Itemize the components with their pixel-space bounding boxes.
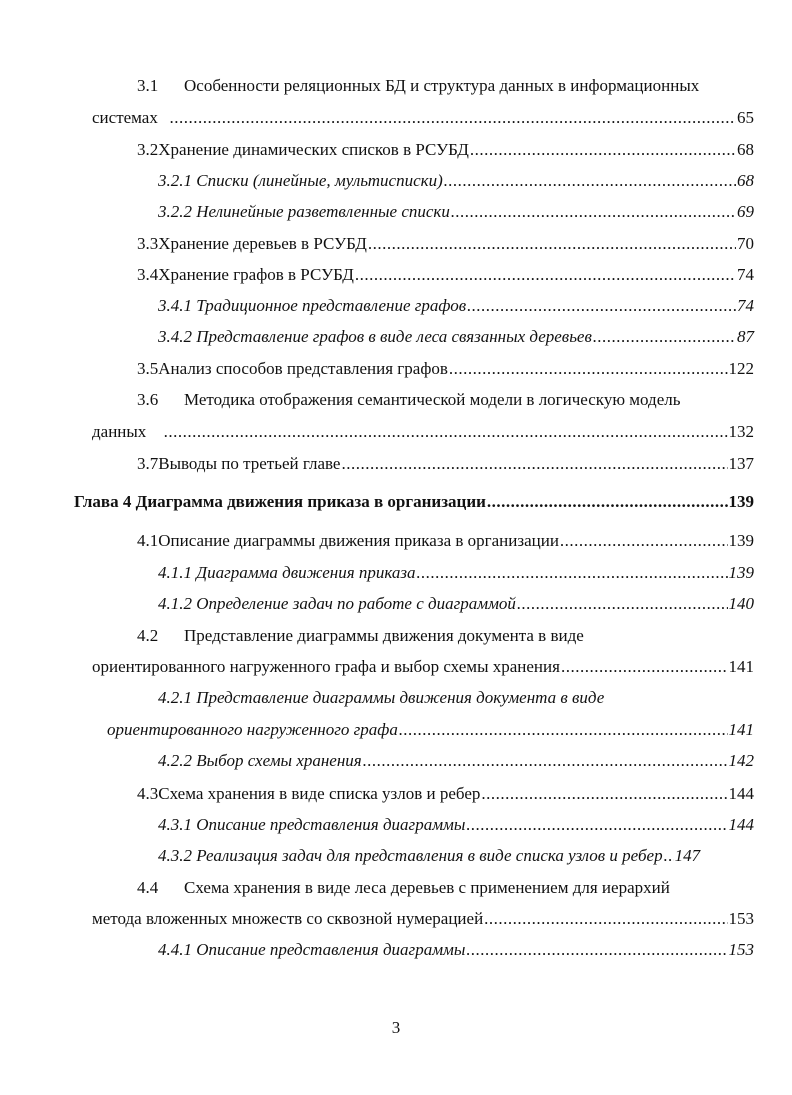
toc-number: 3.5 (137, 359, 159, 378)
leader-dots (417, 563, 728, 583)
toc-page: 69 (737, 202, 754, 221)
toc-number: 3.7 (137, 454, 159, 473)
toc-title: Описание диаграммы движения приказа в организации (158, 531, 559, 550)
toc-page: 139 (728, 531, 754, 550)
leader-dots (363, 751, 728, 771)
toc-page: 74 (737, 296, 754, 315)
leader-dots (355, 265, 736, 285)
leader-dots (467, 296, 736, 316)
leader-dots (593, 327, 736, 347)
toc-number: 3.1 (137, 76, 159, 95)
toc-entry-3-6-cont[interactable] (92, 422, 754, 442)
toc-page: 68 (737, 171, 754, 190)
page-number: 3 (391, 1018, 401, 1037)
toc-page: 87 (737, 327, 754, 346)
leader-dots (484, 909, 727, 929)
toc-entry-4-4[interactable] (137, 878, 670, 898)
toc-title: Выводы по третьей главе (158, 454, 341, 473)
toc-title: 4.2.1 Представление диаграммы движения документа в виде (158, 688, 605, 707)
toc-title: 3.2.2 Нелинейные разветвленные списки (158, 202, 450, 221)
toc-entry-4-3-2[interactable] (158, 846, 754, 866)
toc-title-cont: системах (92, 108, 158, 127)
toc-entry-4-3-1[interactable] (158, 815, 754, 835)
leader-dots (449, 359, 728, 379)
toc-title: Анализ способов представления графов (158, 359, 448, 378)
toc-page: 144 (728, 784, 754, 803)
toc-number: 3.6 (137, 390, 159, 409)
toc-number: 4.2 (137, 626, 159, 645)
toc-entry-3-2-1[interactable] (158, 171, 754, 191)
toc-entry-4-1[interactable] (137, 531, 754, 551)
leader-dots (664, 846, 674, 866)
leader-dots (444, 171, 736, 191)
toc-entry-3-7[interactable] (137, 454, 754, 474)
toc-entry-3-2[interactable] (137, 140, 754, 160)
toc-page: 70 (737, 234, 754, 253)
toc-title: Хранение динамических списков в РСУБД (158, 140, 469, 159)
toc-entry-4-2-1[interactable] (158, 688, 604, 708)
leader-dots (466, 815, 727, 835)
toc-title: 4.1.1 Диаграмма движения приказа (158, 563, 416, 582)
leader-dots (341, 454, 727, 474)
toc-entry-4-2-1-cont[interactable] (107, 720, 754, 740)
toc-title: Представление диаграммы движения документа в виде (184, 626, 584, 645)
toc-page: 122 (728, 359, 754, 378)
toc-entry-3-6[interactable] (137, 390, 680, 410)
toc-page: 74 (737, 265, 754, 284)
toc-entry-4-1-2[interactable] (158, 594, 754, 614)
leader-dots (368, 234, 736, 254)
toc-number: 3.2 (137, 140, 159, 159)
toc-entry-4-4-cont[interactable] (92, 909, 754, 929)
toc-title: 3.2.1 Списки (линейные, мультисписки) (158, 171, 443, 190)
toc-entry-4-3[interactable] (137, 784, 754, 804)
toc-title: 4.4.1 Описание представления диаграммы (158, 940, 466, 959)
toc-entry-4-1-1[interactable] (158, 563, 754, 583)
toc-page: 65 (737, 108, 754, 127)
toc-title: Методика отображения семантической модели в логическую модель (184, 390, 681, 409)
leader-dots (451, 202, 736, 222)
toc-entry-3-1-cont[interactable] (92, 108, 754, 128)
leader-dots (517, 594, 728, 614)
toc-title: 4.1.2 Определение задач по работе с диаграммой (158, 594, 516, 613)
toc-entry-3-5[interactable] (137, 359, 754, 379)
toc-number: 4.4 (137, 878, 159, 897)
leader-dots (487, 492, 728, 512)
toc-title: 4.2.2 Выбор схемы хранения (158, 751, 362, 770)
toc-entry-3-2-2[interactable] (158, 202, 754, 222)
leader-dots (481, 784, 727, 804)
toc-page: 139 (728, 492, 754, 511)
toc-page: 132 (728, 422, 754, 441)
toc-page: 139 (728, 563, 754, 582)
toc-page: 153 (728, 940, 754, 959)
leader-dots (169, 108, 736, 128)
leader-dots (399, 720, 728, 740)
toc-page: 142 (728, 751, 754, 770)
leader-dots (466, 940, 727, 960)
toc-title: 4.3.2 Реализация задач для представления в виде списка узлов и ребер (158, 846, 663, 865)
toc-number: 3.4 (137, 265, 159, 284)
toc-title-cont: метода вложенных множеств со сквозной нумерацией (92, 909, 484, 928)
leader-dots (560, 531, 728, 551)
toc-title-cont: ориентированного нагруженного графа (107, 720, 398, 739)
toc-entry-4-2[interactable] (137, 626, 584, 646)
toc-page: 141 (728, 657, 754, 676)
toc-entry-chapter-4[interactable] (74, 492, 754, 512)
toc-entry-4-2-cont[interactable] (92, 657, 754, 677)
toc-page: 137 (728, 454, 754, 473)
toc-title-cont: ориентированного нагруженного графа и выбор схемы хранения (92, 657, 560, 676)
toc-title: Особенности реляционных БД и структура данных в информационных (184, 76, 700, 95)
toc-entry-4-4-1[interactable] (158, 940, 754, 960)
toc-page: 153 (728, 909, 754, 928)
toc-page: 68 (737, 140, 754, 159)
leader-dots (561, 657, 728, 677)
toc-page: 147 (674, 846, 701, 865)
toc-title: Схема хранения в виде списка узлов и ребер (158, 784, 481, 803)
leader-dots (470, 140, 736, 160)
toc-title: Глава 4 Диаграмма движения приказа в организации (74, 492, 486, 511)
toc-title: 3.4.2 Представление графов в виде леса связанных деревьев (158, 327, 592, 346)
toc-title: Хранение графов в РСУБД (158, 265, 354, 284)
toc-title: 4.3.1 Описание представления диаграммы (158, 815, 466, 834)
toc-number: 4.3 (137, 784, 159, 803)
toc-title: Схема хранения в виде леса деревьев с применением для иерархий (184, 878, 670, 897)
toc-page: 144 (728, 815, 754, 834)
toc-page: 140 (728, 594, 754, 613)
toc-entry-3-1[interactable] (137, 76, 699, 96)
toc-title: 3.4.1 Традиционное представление графов (158, 296, 467, 315)
toc-title-cont: данных (92, 422, 147, 441)
leader-dots (164, 422, 728, 442)
toc-entry-3-3[interactable] (137, 234, 754, 254)
toc-entry-3-4-1[interactable] (158, 296, 754, 316)
toc-number: 4.1 (137, 531, 159, 550)
toc-title: Хранение деревьев в РСУБД (158, 234, 367, 253)
toc-entry-3-4[interactable] (137, 265, 754, 285)
toc-entry-3-4-2[interactable] (158, 327, 754, 347)
toc-number: 3.3 (137, 234, 159, 253)
toc-page: 141 (728, 720, 754, 739)
toc-entry-4-2-2[interactable] (158, 751, 754, 771)
